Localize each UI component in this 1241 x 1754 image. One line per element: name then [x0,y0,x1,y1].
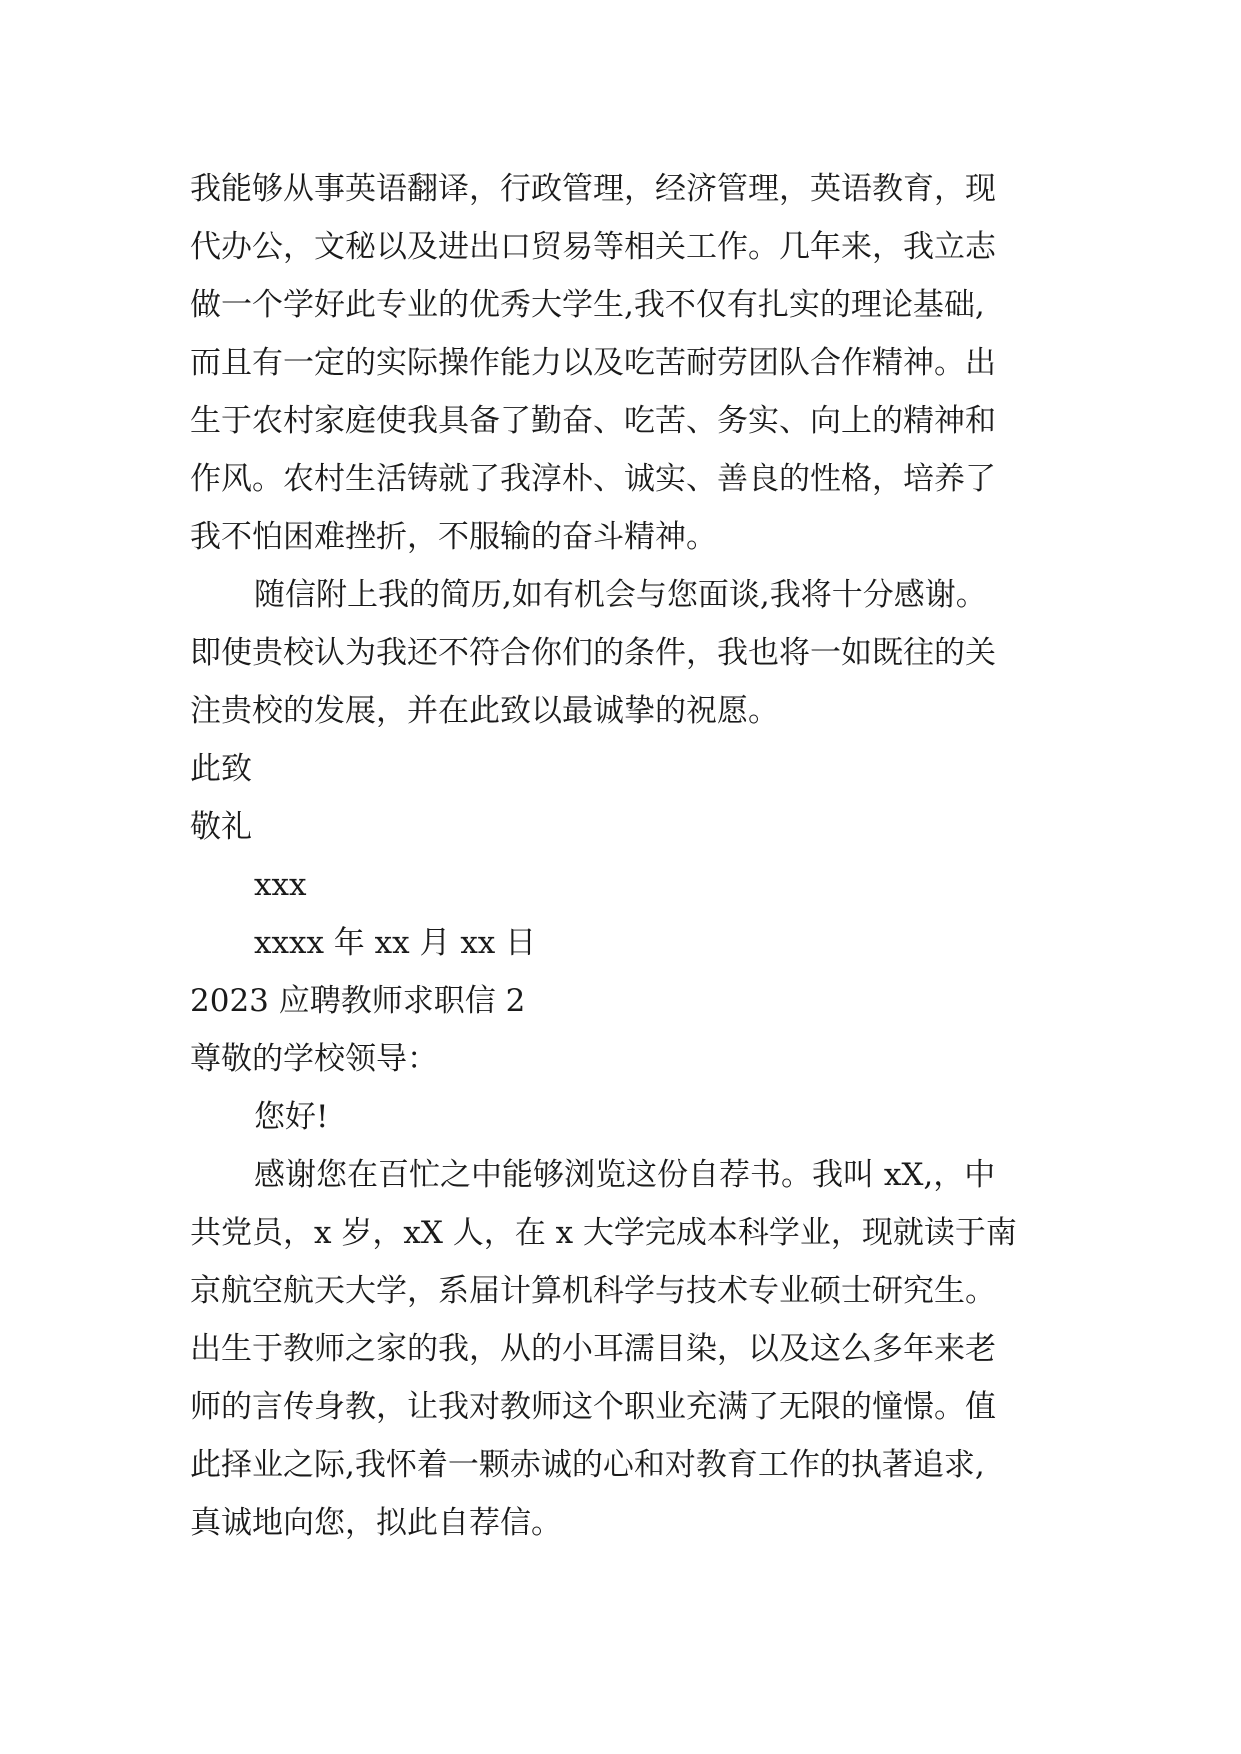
text-line: 感谢您在百忙之中能够浏览这份自荐书。我叫 xX,，中 [254,1157,996,1193]
text-line: 做一个学好此专业的优秀大学生,我不仅有扎实的理论基础, [190,287,985,323]
text-line: xxx [254,867,307,903]
letter-body [190,160,1090,1552]
text-line: 您好! [254,1099,329,1135]
text-line: 生于农村家庭使我具备了勤奋、吃苦、务实、向上的精神和 [190,403,996,439]
text-line: 注贵校的发展，并在此致以最诚挚的祝愿。 [190,693,779,729]
text-line: 随信附上我的简历,如有机会与您面谈,我将十分感谢。 [254,577,987,613]
text-line: 作风。农村生活铸就了我淳朴、诚实、善良的性格，培养了 [190,461,996,497]
text-line: 真诚地向您，拟此自荐信。 [190,1505,562,1541]
text-line: 师的言传身教，让我对教师这个职业充满了无限的憧憬。值 [190,1389,996,1425]
text-line: 2023 应聘教师求职信 2 [190,983,526,1019]
text-line: 京航空航天大学，系届计算机科学与技术专业硕士研究生。 [190,1273,996,1309]
text-line: 我不怕困难挫折，不服输的奋斗精神。 [190,519,717,555]
text-line: 此择业之际,我怀着一颗赤诚的心和对教育工作的执著追求, [190,1447,985,1483]
text-line: 敬礼 [190,809,252,845]
text-line: 代办公，文秘以及进出口贸易等相关工作。几年来，我立志 [190,229,996,265]
text-line: 出生于教师之家的我，从的小耳濡目染，以及这么多年来老 [190,1331,996,1367]
text-line: 即使贵校认为我还不符合你们的条件，我也将一如既往的关 [190,635,996,671]
text-line: xxxx 年 xx 月 xx 日 [254,925,537,961]
text-line: 而且有一定的实际操作能力以及吃苦耐劳团队合作精神。出 [190,345,996,381]
text-line: 我能够从事英语翻译，行政管理，经济管理，英语教育，现 [190,171,996,207]
text-line: 尊敬的学校领导： [190,1041,438,1077]
text-line: 此致 [190,751,252,787]
text-line: 共党员，x 岁，xX 人，在 x 大学完成本科学业，现就读于南 [190,1215,1017,1251]
